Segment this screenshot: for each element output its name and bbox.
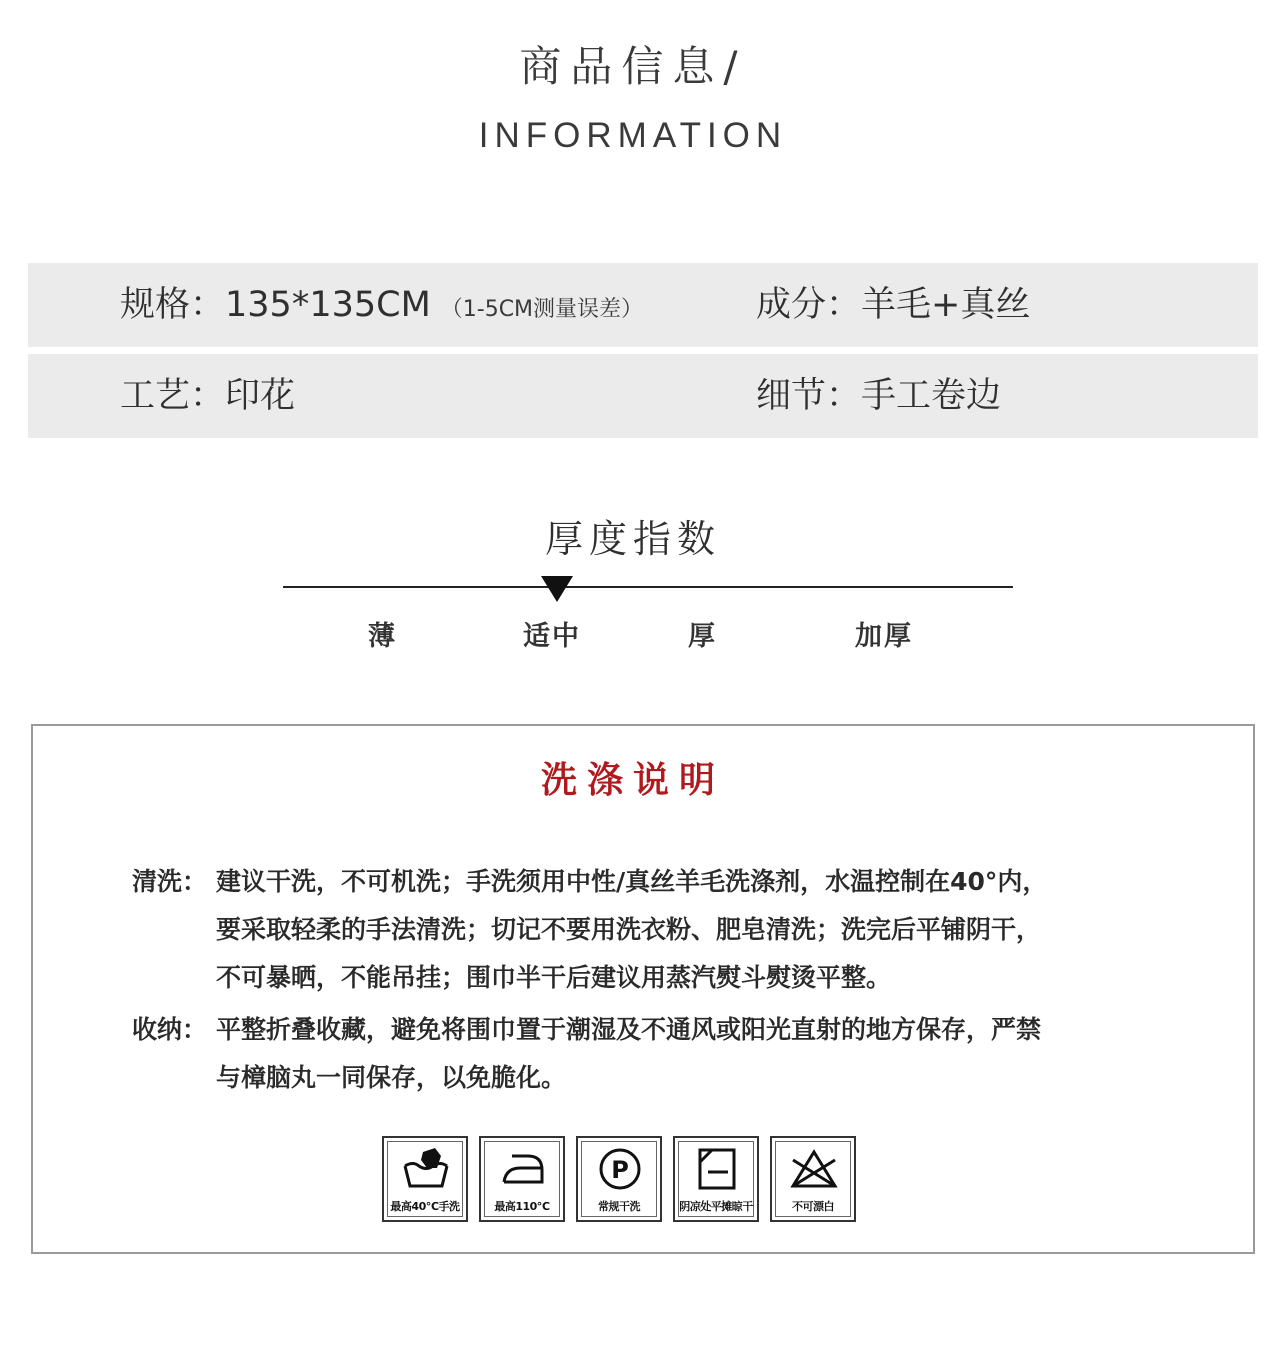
- spec-detail-value: 手工卷边: [861, 376, 1002, 416]
- care-icon-iron: [479, 1136, 565, 1222]
- thickness-level-extra-thick: 加厚: [855, 621, 913, 652]
- spec-composition-value: 羊毛+真丝: [861, 285, 1031, 325]
- thickness-title: 厚度指数: [544, 517, 721, 561]
- spec-composition-label: 成分：: [756, 285, 862, 325]
- spec-craft: [120, 354, 295, 438]
- care-icon-no-bleach: [770, 1136, 856, 1222]
- care-wash-line: 要采取轻柔的手法清洗；切记不要用洗衣粉、肥皂清洗；洗完后平铺阴干，: [216, 915, 1042, 944]
- svg-text:P: P: [611, 1156, 629, 1184]
- spec-detail-label: 细节：: [756, 376, 862, 416]
- care-icon-flat-dry: [673, 1136, 759, 1222]
- care-icon-hand-wash: [382, 1136, 468, 1222]
- spec-row-2: [28, 354, 1258, 438]
- care-wash-line: 不可暴晒，不能吊挂；围巾半干后建议用蒸汽熨斗熨烫平整。: [216, 963, 892, 992]
- spec-size: [120, 263, 643, 347]
- thickness-marker-icon: [541, 576, 573, 602]
- spec-size-label: 规格：: [120, 285, 226, 325]
- care-storage-text: 平整折叠收藏，避免将围巾置于潮湿及不通风或阳光直射的地方保存，严禁: [216, 1015, 1042, 1044]
- care-title: 洗涤说明: [540, 760, 725, 801]
- spec-craft-value: 印花: [225, 376, 296, 416]
- care-wash-paragraph: [132, 858, 1192, 1002]
- iron-icon: [498, 1146, 548, 1192]
- hand-wash-icon: [401, 1146, 451, 1192]
- dry-clean-p-icon: [595, 1146, 645, 1192]
- heading-en: INFORMATION: [478, 116, 788, 155]
- care-storage-line: 与樟脑丸一同保存，以免脆化。: [216, 1063, 567, 1092]
- care-storage-paragraph: [132, 1006, 1192, 1102]
- care-icon-caption: 最高110℃: [494, 1200, 550, 1213]
- no-bleach-icon: [789, 1146, 839, 1192]
- thickness-level-medium: 适中: [523, 621, 581, 652]
- care-wash-line: [132, 858, 1192, 906]
- thickness-scale-line: [283, 586, 1013, 588]
- spec-size-note: （1-5CM测量误差）: [440, 297, 644, 322]
- care-icon-caption: 最高40℃手洗: [390, 1200, 460, 1213]
- thickness-level-thick: 厚: [688, 621, 717, 652]
- care-storage-line: [132, 1006, 1192, 1054]
- heading-cn: 商品信息/: [519, 42, 747, 91]
- care-icons: [382, 1136, 856, 1224]
- spec-craft-label: 工艺：: [120, 376, 226, 416]
- flat-dry-shade-icon: [692, 1146, 742, 1192]
- thickness-level-thin: 薄: [368, 621, 397, 652]
- spec-composition: [756, 263, 1030, 347]
- care-storage-label: 收纳：: [132, 1015, 208, 1044]
- care-icon-caption: 常规干洗: [598, 1200, 640, 1213]
- care-wash-label: 清洗：: [132, 867, 208, 896]
- care-icon-dry-clean: [576, 1136, 662, 1222]
- care-icon-caption: 不可漂白: [792, 1200, 834, 1213]
- spec-detail: [756, 354, 1001, 438]
- care-wash-text: 建议干洗，不可机洗；手洗须用中性/真丝羊毛洗涤剂，水温控制在40°内，: [216, 867, 1048, 896]
- spec-size-value: 135*135CM: [225, 285, 431, 325]
- care-icon-caption: 阴凉处平摊晾干: [679, 1200, 753, 1213]
- spec-row-1: [28, 263, 1258, 347]
